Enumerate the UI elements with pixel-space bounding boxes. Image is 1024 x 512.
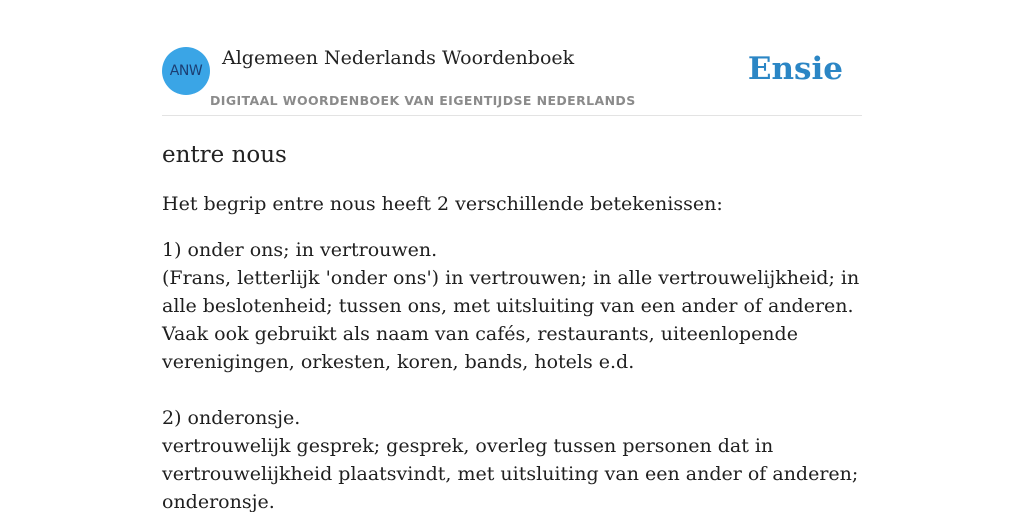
meaning-definition: (Frans, letterlijk 'onder ons') in vertrouwen; in alle vertrouwelijkheid; in alle beslotenheid; tussen ons, met uitsluiting van een ander of anderen. — [162, 267, 860, 317]
site-subtitle: DIGITAAL WOORDENBOEK VAN EIGENTIJDSE NEDERLANDS — [210, 93, 636, 108]
meaning-2 — [162, 404, 862, 512]
entry-content — [162, 139, 862, 512]
meaning-heading: 1) onder ons; in vertrouwen. — [162, 239, 438, 261]
meaning-note: Vaak ook gebruikt als naam van cafés, restaurants, uiteenlopende verenigingen, orkesten, koren, bands, hotels e.d. — [162, 323, 798, 373]
site-header — [162, 0, 862, 116]
anw-logo[interactable]: ANW — [162, 47, 210, 95]
meaning-1 — [162, 236, 862, 376]
meaning-heading: 2) onderonsje. — [162, 407, 301, 429]
ensie-brand-link[interactable]: Ensie — [747, 51, 843, 87]
entry-term: entre nous — [162, 142, 287, 168]
entry-intro: Het begrip entre nous heeft 2 verschillende betekenissen: — [162, 193, 723, 215]
site-title[interactable]: Algemeen Nederlands Woordenboek — [222, 47, 575, 69]
meaning-definition: vertrouwelijk gesprek; gesprek, overleg tussen personen dat in vertrouwelijkheid plaatsvindt, met uitsluiting van een ander of anderen; onderonsje. — [162, 435, 859, 512]
